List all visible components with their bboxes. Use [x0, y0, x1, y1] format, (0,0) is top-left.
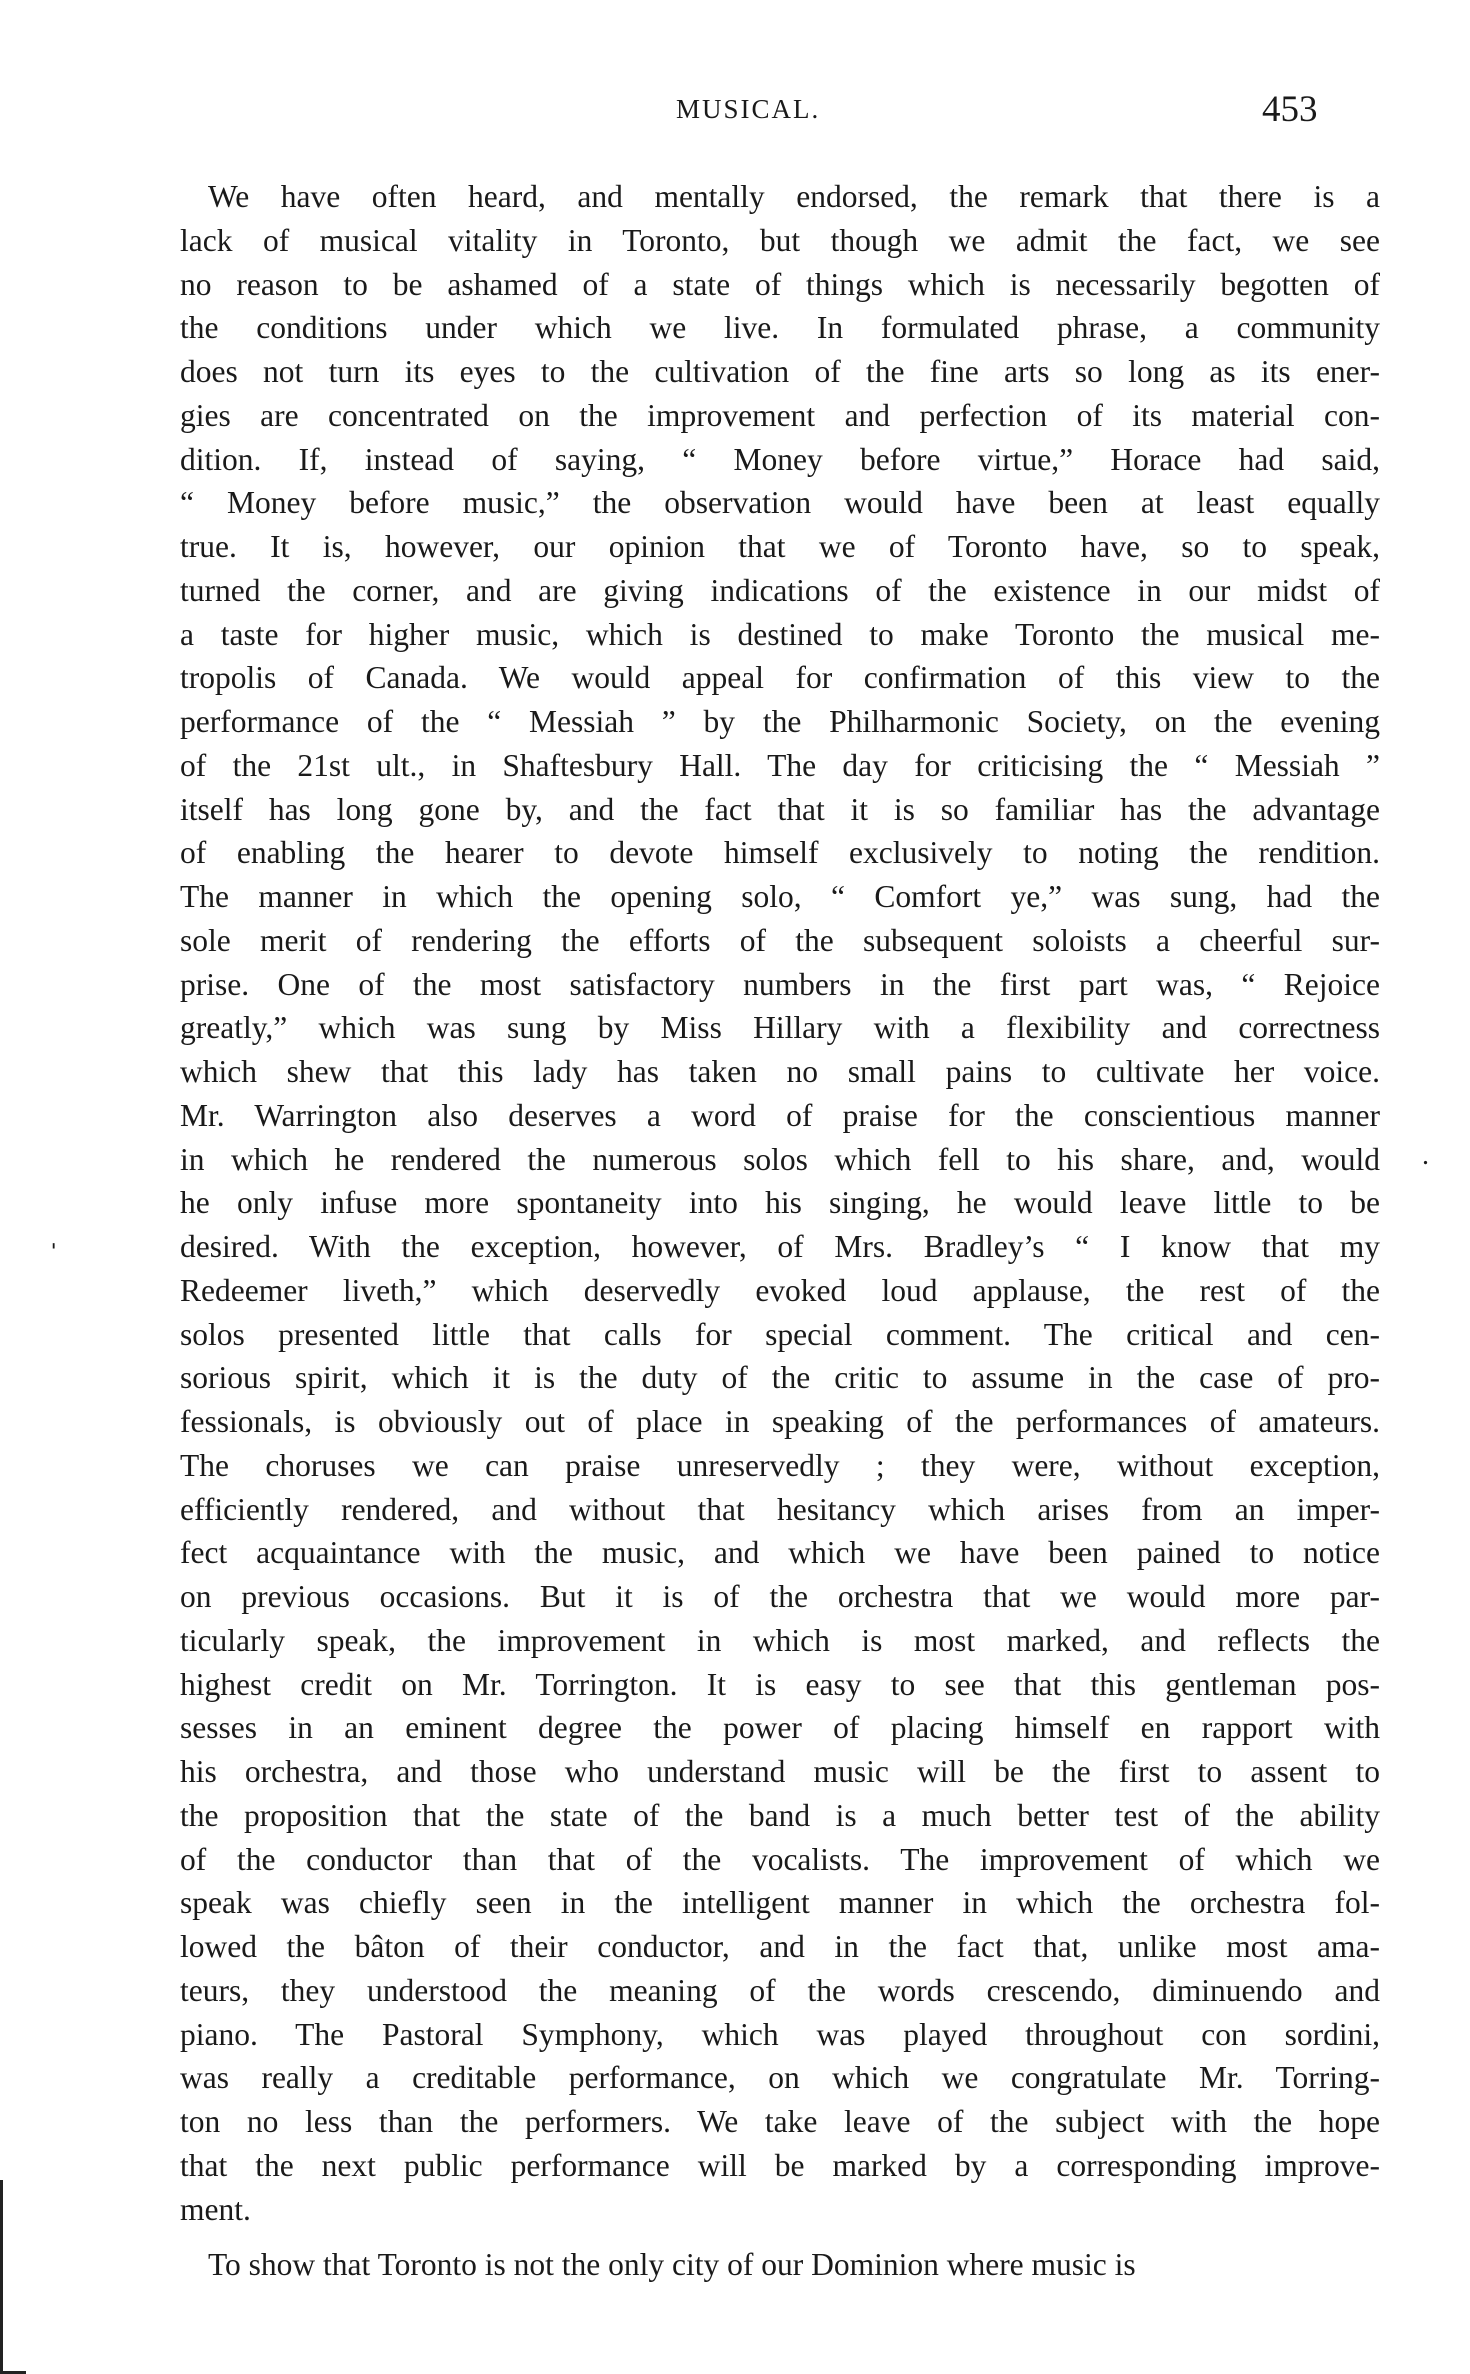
text-line: dition. If, instead of saying, “ Money before virtue,” Horace had said,	[180, 441, 1380, 477]
text-line: efficiently rendered, and without that hesitancy which arises from an imper-	[180, 1491, 1380, 1527]
page-header	[0, 88, 1470, 138]
text-line: on previous occasions. But it is of the orchestra that we would more par-	[180, 1579, 1380, 1614]
text-line: To show that Toronto is not the only city of our Dominion where music is	[208, 2247, 1136, 2283]
text-line: solos presented little that calls for special comment. The critical and cen-	[180, 1316, 1380, 1352]
text-line: teurs, they understood the meaning of the words crescendo, diminuendo and	[180, 1972, 1380, 2008]
text-line: his orchestra, and those who understand music will be the first to assent to	[180, 1754, 1380, 1789]
text-line: greatly,” which was sung by Miss Hillary with a flexibility and correctness	[180, 1010, 1380, 1046]
text-line: lack of musical vitality in Toronto, but though we admit the fact, we see	[180, 222, 1380, 258]
text-line: ticularly speak, the improvement in which is most marked, and reflects the	[180, 1622, 1380, 1658]
text-line: of enabling the hearer to devote himself exclusively to noting the rendition.	[180, 835, 1380, 871]
text-line: desired. With the exception, however, of Mrs. Bradley’s “ I know that my	[180, 1229, 1380, 1264]
text-line: of the 21st ult., in Shaftesbury Hall. The day for criticising the “ Messiah ”	[180, 747, 1380, 783]
text-line: Mr. Warrington also deserves a word of praise for the conscientious manner	[180, 1097, 1380, 1133]
text-line: ment.	[180, 2191, 251, 2227]
text-line: sorious spirit, which it is the duty of the critic to assume in the case of pro-	[180, 1360, 1380, 1396]
text-line: sesses in an eminent degree the power of placing himself en rapport with	[180, 1710, 1380, 1746]
text-line: fect acquaintance with the music, and which we have been pained to notice	[180, 1535, 1380, 1571]
text-line: prise. One of the most satisfactory numbers in the first part was, “ Rejoice	[180, 966, 1380, 1002]
text-line: speak was chiefly seen in the intelligent manner in which the orchestra fol-	[180, 1885, 1380, 1921]
text-line: a taste for higher music, which is destined to make Toronto the musical me-	[180, 616, 1380, 652]
text-line: was really a creditable performance, on which we congratulate Mr. Torring-	[180, 2060, 1380, 2096]
text-line: of the conductor than that of the vocalists. The improvement of which we	[180, 1841, 1380, 1877]
text-line: The manner in which the opening solo, “ Comfort ye,” was sung, had the	[180, 879, 1380, 914]
text-line: true. It is, however, our opinion that we of Toronto have, so to speak,	[180, 529, 1380, 564]
text-line: lowed the bâton of their conductor, and in the fact that, unlike most ama-	[180, 1929, 1380, 1964]
paragraph-2	[180, 2243, 1380, 2287]
paragraph-1	[180, 175, 1380, 2231]
text-line: that the next public performance will be marked by a corresponding improve-	[180, 2147, 1380, 2183]
text-line: in which he rendered the numerous solos which fell to his share, and, would	[180, 1141, 1380, 1177]
text-line: the proposition that the state of the band is a much better test of the ability	[180, 1797, 1380, 1833]
text-line: turned the corner, and are giving indications of the existence in our midst of	[180, 572, 1380, 608]
margin-dot: .	[1422, 1140, 1429, 1171]
text-line: Redeemer liveth,” which deservedly evoked loud applause, the rest of the	[180, 1272, 1380, 1308]
page-edge-mark	[0, 2180, 9, 2374]
text-line: which shew that this lady has taken no small pains to cultivate her voice.	[180, 1054, 1380, 1089]
text-line: the conditions under which we live. In formulated phrase, a community	[180, 310, 1380, 346]
text-line: gies are concentrated on the improvement and perfection of its material con-	[180, 397, 1380, 433]
page-number: 453	[1262, 89, 1318, 130]
text-line: he only infuse more spontaneity into his singing, he would leave little to be	[180, 1185, 1380, 1221]
paragraph-gap	[180, 2231, 1380, 2243]
text-line: performance of the “ Messiah ” by the Philharmonic Society, on the evening	[180, 704, 1380, 739]
text-line: does not turn its eyes to the cultivation of the fine arts so long as its ener-	[180, 354, 1380, 389]
text-line: The choruses we can praise unreservedly ; they were, without exception,	[180, 1447, 1380, 1483]
text-line: piano. The Pastoral Symphony, which was played throughout con sordini,	[180, 2016, 1380, 2052]
text-line: highest credit on Mr. Torrington. It is easy to see that this gentleman pos-	[180, 1666, 1380, 1702]
text-line: no reason to be ashamed of a state of things which is necessarily begotten of	[180, 266, 1380, 302]
text-line: fessionals, is obviously out of place in speaking of the performances of amateurs.	[180, 1404, 1380, 1439]
text-line: sole merit of rendering the efforts of the subsequent soloists a cheerful sur-	[180, 922, 1380, 958]
text-line: “ Money before music,” the observation would have been at least equally	[180, 485, 1380, 521]
text-line: tropolis of Canada. We would appeal for confirmation of this view to the	[180, 660, 1380, 696]
article-body	[180, 175, 1380, 2287]
text-line: We have often heard, and mentally endorsed, the remark that there is a	[208, 179, 1380, 214]
text-line: ton no less than the performers. We take leave of the subject with the hope	[180, 2104, 1380, 2139]
margin-mark: ˌ	[48, 1212, 60, 1249]
running-head: MUSICAL.	[676, 94, 821, 124]
text-line: itself has long gone by, and the fact that it is so familiar has the advantage	[180, 791, 1380, 827]
